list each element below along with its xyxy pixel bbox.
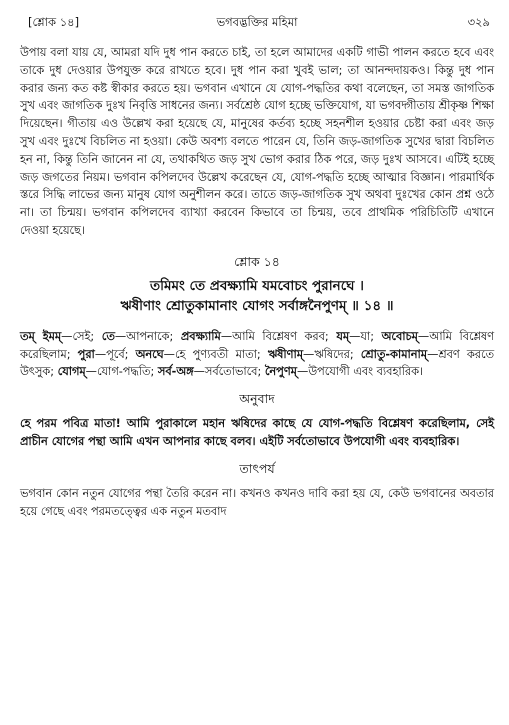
verse-line-1: তমিমং তে প্রবক্ষ্যামি যমবোচং পুরানঘে । — [150, 277, 364, 294]
synonym-word: সর্ব-অঙ্গ — [157, 365, 194, 379]
synonym-word: অবোচম্ — [381, 329, 418, 343]
synonym-meaning: সর্বতোভাবে; — [204, 365, 265, 379]
synonym-word: ঋষীণাম্ — [267, 347, 304, 361]
shloka-heading: শ্লোক ১৪ — [234, 253, 280, 269]
synonym-word: তে — [101, 329, 115, 343]
page-header — [20, 8, 494, 30]
synonym-word: যোগম্ — [57, 365, 86, 379]
verse-line-2: ঋষীণাং শ্রোতুকামানাং যোগং সর্বাঙ্গনৈপুণম্ ॥ ১৪ ॥ — [120, 297, 394, 314]
header-verse-ref: [শ্লোক ১৪] — [28, 15, 80, 29]
synonym-word: প্রবক্ষ্যামি — [180, 329, 221, 343]
synonym-meaning: উপযোগী এবং ব্যবহারিক। — [308, 365, 424, 379]
page-number: ৩২৯ — [467, 15, 490, 29]
page — [20, 8, 494, 520]
translation-paragraph: হে পরম পবিত্র মাতা! আমি পুরাকালে মহান ঋষিদের কাছে যে যোগ-পদ্ধতি বিশ্লেষণ করেছিলাম, সেই প্রাচীন যোগের পন্থা আমি এখন আপনার কাছে বলব। এইটি সর্বতোভাবে উপযোগী এবং ব্যবহারিক। — [20, 417, 494, 448]
translation-heading: অনুবাদ — [239, 391, 275, 407]
synonym-word: অনঘে — [135, 347, 164, 361]
synonym-meaning: সেই; — [72, 329, 102, 343]
synonym-meaning: আমি বিশ্লেষণ করব; — [232, 329, 337, 343]
synonyms-paragraph: তম্ ইমম্—সেই; তে—আপনাকে; প্রবক্ষ্যামি—আমি বিশ্লেষণ করব; যম্—যা; অবোচম্—আমি বিশ্লেষণ করেছিলাম; পুরা—পূর্বে; অনঘে—হে পুণ্যবতী মাতা; ঋষীণাম্—ঋষিদের; শ্রোতু-কামানাম্—শ্রবণ করতে উৎসুক; যোগম্—যোগ-পদ্ধতি; সর্ব-অঙ্গ—সর্বতোভাবে; নৈপুণম্—উপযোগী এবং ব্যবহারিক। — [20, 329, 494, 379]
synonym-word: নৈপুণম্ — [264, 365, 297, 379]
synonym-meaning: যোগ-পদ্ধতি; — [96, 365, 158, 379]
synonym-word: তম্ ইমম্ — [20, 329, 62, 343]
synonym-meaning: হে পুণ্যবতী মাতা; — [174, 347, 268, 361]
synonym-word: যম্ — [336, 329, 350, 343]
purport-heading: তাৎপর্য — [239, 460, 275, 476]
synonym-meaning: ঋষিদের; — [314, 347, 361, 361]
synonym-meaning: আপনাকে; — [126, 329, 181, 343]
synonym-meaning: যা; — [360, 329, 382, 343]
synonym-word: পুরা — [77, 347, 95, 361]
synonym-meaning: শ্রবণ করতে উৎসুক; — [20, 347, 494, 379]
synonym-meaning: আমি বিশ্লেষণ করেছিলাম; — [20, 329, 494, 361]
header-chapter-title: ভগবদ্ভক্তির মহিমা — [216, 15, 298, 29]
synonym-word: শ্রোতু-কামানাম্ — [360, 347, 428, 361]
purport-continued-paragraph: উপায় বলা যায় যে, আমরা যদি দুধ পান করতে চাই, তা হলে আমাদের একটি গাভী পালন করতে হবে এবং তাকে দুধ দেওয়ার উপযুক্ত করে রাখতে হবে। দুধ পান করা খুবই ভাল; তা আনন্দদায়কও। কিন্তু দুধ পান করার জন্য কত কষ্ট স্বীকার করতে হয়। ভগবান এখানে যে যোগ-পদ্ধতির কথা বলেছেন, তা সমস্ত জাগতিক সুখ এবং জাগতিক দুঃখ নিবৃত্তি সাধনের জন্য। সর্বশ্রেষ্ঠ যোগ হচ্ছে ভক্তিযোগ, যা ভগবদ্গীতায় শ্রীকৃষ্ণ শিক্ষা দিয়েছেন। গীতায় এও উল্লেখ করা হয়েছে যে, মানুষের কর্তব্য হচ্ছে সহনশীল হওয়ার চেষ্টা করা এবং জড় সুখ এবং দুঃখে বিচলিত না হওয়া। কেউ অবশ্য বলতে পারেন যে, তিনি জড়-জাগতিক সুখের দ্বারা বিচলিত হন না, কিন্তু তিনি জানেন না যে, তথাকথিত জড় সুখ ভোগ করার ঠিক পরে, জড় দুঃখ আসবে। এটিই হচ্ছে জড় জগতের নিয়ম। ভগবান কপিলদেব উল্লেখ করেছেন যে, যোগ-পদ্ধতি হচ্ছে আত্মার বিজ্ঞান। পারমার্থিক স্তরে সিদ্ধি লাভের জন্য মানুষ যোগ অনুশীলন করে। তাতে জড়-জাগতিক সুখ অথবা দুঃখের কোন প্রশ্ন ওঠে না। তা চিন্ময়। ভগবান কপিলদেব ব্যাখ্যা করবেন কিভাবে তা চিন্ময়, তবে প্রাথমিক পরিচিতিটি এখানে দেওয়া হয়েছে। — [20, 46, 494, 237]
synonym-meaning: পূর্বে; — [106, 347, 136, 361]
purport-paragraph: ভগবান কোন নতুন যোগের পন্থা তৈরি করেন না। কখনও কখনও দাবি করা হয় যে, কেউ ভগবানের অবতার হয়ে গেছে এবং পরমতত্ত্বের এক নতুন মতবাদ — [20, 486, 494, 518]
